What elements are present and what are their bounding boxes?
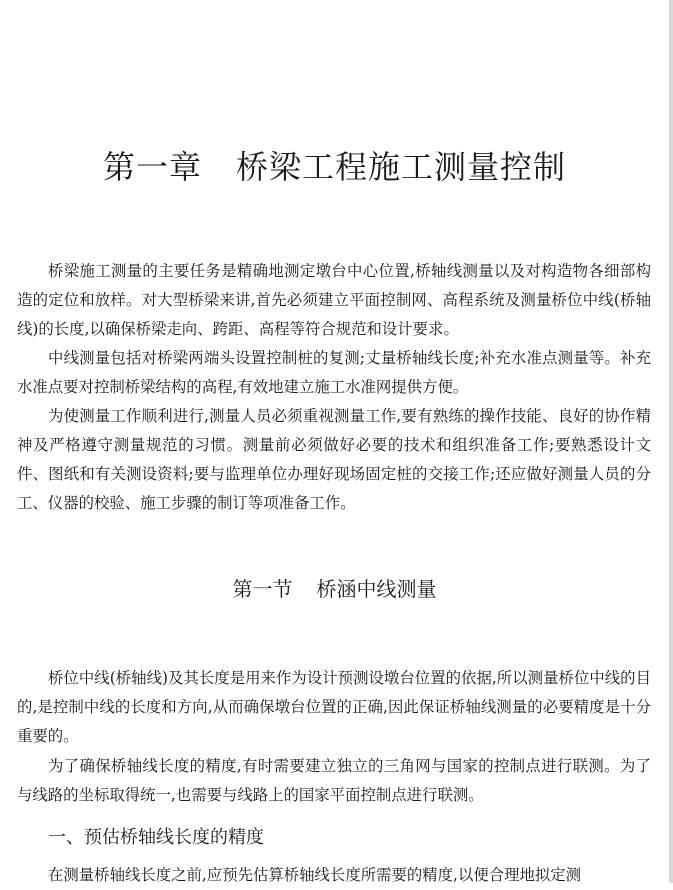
intro-paragraph-1: 桥梁施工测量的主要任务是精确地测定墩台中心位置,桥轴线测量以及对构造物各细部构造的定位和放样。对大型桥梁来讲,首先必须建立平面控制网、高程系统及测量桥位中线(桥轴线)的长度,以确保桥梁走向、跨距、高程等符合规范和设计要求。 bbox=[17, 262, 651, 338]
subsection-title: 一、预估桥轴线长度的精度 bbox=[48, 827, 264, 848]
intro-paragraph-3: 为使测量工作顺利进行,测量人员必须重视测量工作,要有熟练的操作技能、良好的协作精神及严格遵守测量规范的习惯。测量前必须做好必要的技术和组织准备工作;要熟悉设计文件、图纸和有关测设资料;要与监理单位办理好现场固定桩的交接工作;还应做好测量人员的分工、仪器的校验、施工步骤的制订等项准备工作。 bbox=[17, 407, 651, 512]
chapter-title-text: 桥梁工程施工测量控制 bbox=[236, 148, 567, 186]
chapter-number: 第一章 bbox=[102, 148, 202, 186]
subsection-paragraph-partial: 在测量桥轴线长度之前,应预先估算桥轴线长度所需要的精度,以便合理地拟定测 bbox=[48, 866, 582, 884]
section-number: 第一节 bbox=[232, 577, 293, 601]
chapter-title bbox=[0, 146, 669, 188]
section-title bbox=[0, 574, 669, 604]
section-paragraph-1: 桥位中线(桥轴线)及其长度是用来作为设计预测设墩台位置的依据,所以测量桥位中线的目的,是控制中线的长度和方向,从而确保墩台位置的正确,因此保证桥轴线测量的必要精度是十分重要的。 bbox=[17, 669, 651, 745]
intro-paragraph-2: 中线测量包括对桥梁两端头设置控制桩的复测;丈量桥轴线长度;补充水准点测量等。补充水准点要对控制桥梁结构的高程,有效地建立施工水准网提供方便。 bbox=[17, 349, 651, 396]
section-title-text: 桥涵中线测量 bbox=[316, 577, 437, 601]
section-paragraph-2: 为了确保桥轴线长度的精度,有时需要建立独立的三角网与国家的控制点进行联测。为了与线路的坐标取得统一,也需要与线路上的国家平面控制点进行联测。 bbox=[17, 757, 651, 804]
page-edge bbox=[669, 0, 673, 883]
